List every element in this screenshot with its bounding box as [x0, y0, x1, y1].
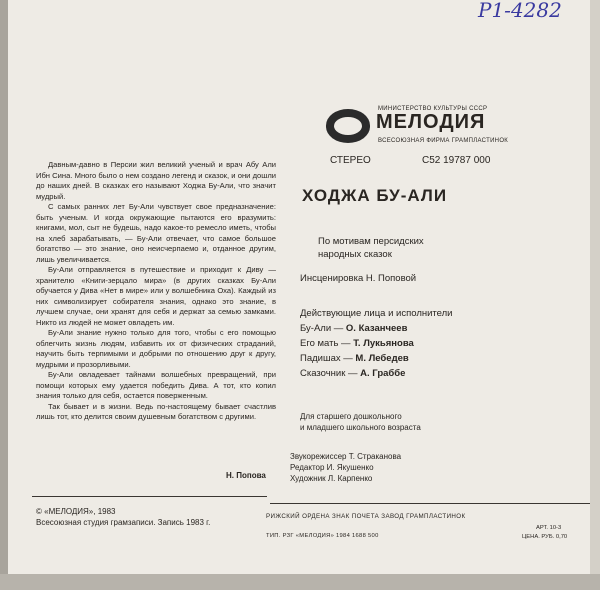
left-edge-shadow: [0, 0, 8, 590]
story-paragraph: Бу-Али знание нужно только для того, чтобы с его помощью облегчить жизнь людям, избавить их от физических страданий, научить быть терпимыми и добрыми по отношению друг к другу, мудрыми и прозорливыми.: [36, 328, 276, 369]
cast-row: Его мать — Т. Лукьянова: [300, 338, 414, 349]
story-author: Н. Попова: [226, 471, 266, 480]
story-text: [36, 160, 276, 423]
handwritten-catalog-number: P1-4282: [478, 0, 562, 22]
brand-name: МЕЛОДИЯ: [376, 111, 486, 133]
bottom-edge: [0, 574, 600, 590]
credit-artist: Художник Л. Карпенко: [290, 474, 373, 483]
copyright: © «МЕЛОДИЯ», 1983: [36, 507, 116, 516]
right-edge: [590, 0, 600, 590]
ministry-text: МИНИСТЕРСТВО КУЛЬТУРЫ СССР: [378, 106, 488, 112]
divider: [32, 496, 267, 497]
story-paragraph: Так бывает и в жизни. Ведь по-настоящему бывает счастлив лишь тот, кто делится своим душевным богатством с другими.: [36, 401, 276, 421]
story-paragraph: Бу-Али овладевает тайнами волшебных превращений, при помощи которых ему удается победить Дива. А тот, кто копил знания только для себя, остается поверженным.: [36, 370, 276, 400]
cast-row: Падишах — М. Лебедев: [300, 353, 409, 364]
cast-row: Сказочник — А. Граббе: [300, 368, 406, 379]
melodiya-logo: [326, 105, 516, 147]
credit-sound-engineer: Звукорежиссер Т. Страканова: [290, 452, 402, 461]
article-code: АРТ. 10-3: [536, 525, 562, 531]
catalog-number: С52 19787 000: [422, 155, 491, 166]
subtitle-line-2: народных сказок: [318, 249, 392, 260]
audience-line-2: и младшего школьного возраста: [300, 423, 421, 432]
factory-name: РИЖСКИЙ ОРДЕНА ЗНАК ПОЧЕТА ЗАВОД ГРАМПЛАСТИНОК: [266, 513, 466, 520]
subtitle-line-1: По мотивам персидских: [318, 236, 424, 247]
story-paragraph: Бу-Али отправляется в путешествие и приходит к Диву — хранителю «Книги-зерцало мира» (в других сказках Бу-Али обучается у Дива «Нет в мире» или у волшебника Оха). Каждый из них символизирует собирателя знания, однако это знание, в лучшем случае, они хранят для себя и держат за семью замками. Никто из людей не может овладеть им.: [36, 265, 276, 327]
cast-heading: Действующие лица и исполнители: [300, 308, 453, 319]
melodiya-emblem-icon: [326, 109, 370, 143]
staging-credit: Инсценировка Н. Поповой: [300, 273, 417, 284]
album-title: ХОДЖА БУ-АЛИ: [302, 186, 448, 205]
credit-editor: Редактор И. Якушенко: [290, 463, 374, 472]
price: ЦЕНА. РУБ. 0,70: [522, 534, 568, 540]
story-paragraph: Давным-давно в Персии жил великий ученый и врач Абу Али Ибн Сина. Много было о нем создано легенд и сказок, и они дошли до наших дней. В сказках его называют Ходжа Бу-Али, что значит мудрый.: [36, 160, 276, 201]
story-paragraph: С самых ранних лет Бу-Али чувствует свое предназначение: быть ученым. И когда окружающие пытаются его вразумить: книгами, мол, сыт не будешь, надо какое-то ремесло иметь, чтобы на хлеб зарабатывать, — Бу-Али отвечает, что самое большое богатство — это знание, оно неисчерпаемо и, отданное другим, лишь увеличивается.: [36, 202, 276, 264]
studio-credit: Всесоюзная студия грамзаписи. Запись 1983 г.: [36, 518, 211, 527]
firm-text: ВСЕСОЮЗНАЯ ФИРМА ГРАМПЛАСТИНОК: [378, 138, 509, 144]
cast-row: Бу-Али — О. Казанчеев: [300, 323, 408, 334]
divider: [270, 503, 590, 504]
audience-line-1: Для старшего дошкольного: [300, 412, 402, 421]
format-label: СТЕРЕО: [330, 155, 371, 166]
print-info: ТИП. РЗГ «МЕЛОДИЯ» 1984 1688 500: [266, 533, 379, 539]
